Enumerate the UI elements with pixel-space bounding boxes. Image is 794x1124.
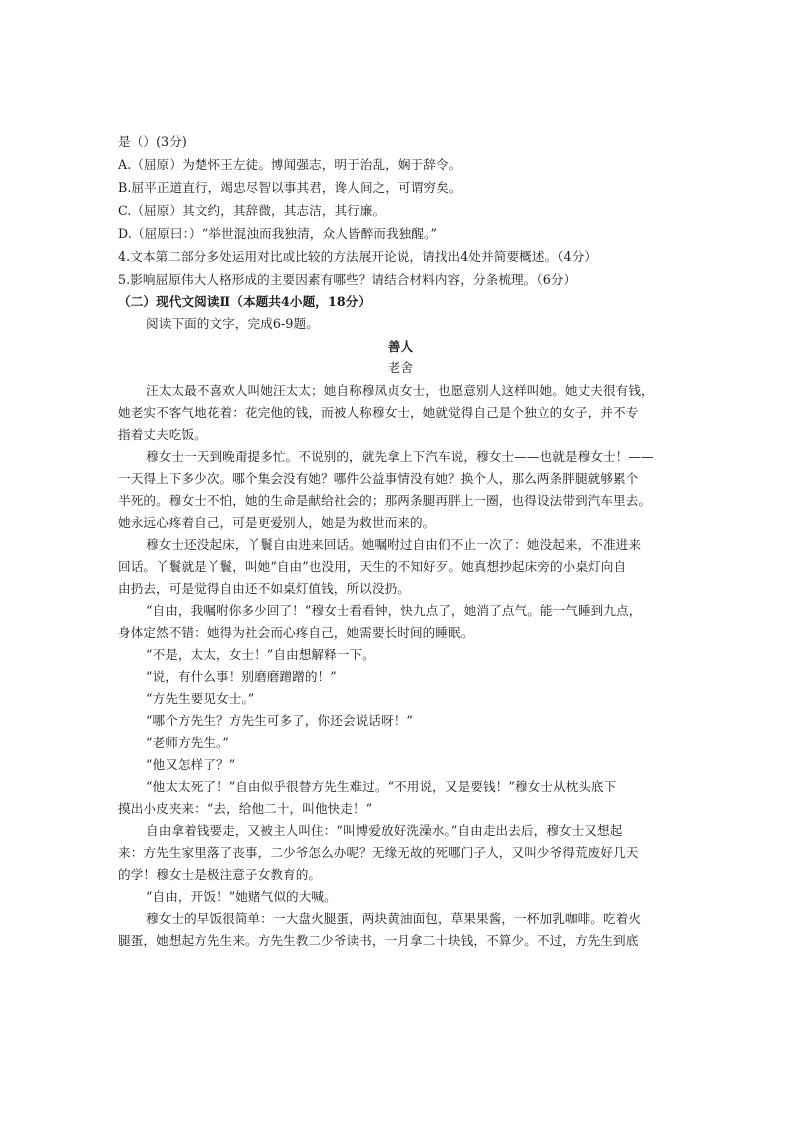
story-line: “自由，开饭！”她赌气似的大喊。 xyxy=(146,889,337,904)
story-author: 老舍 xyxy=(387,360,414,375)
story-line: “老师方先生。” xyxy=(146,735,229,750)
story-line: “不是，太太，女士！”自由想解释一下。 xyxy=(146,647,375,662)
story-line: 汪太太最不喜欢人叫她汪太太；她自称穆凤贞女士，也愿意别人这样叫她。她丈夫很有钱， xyxy=(146,383,654,398)
story-line: 腿蛋，她想起方先生来。方先生教二少爷读书，一月拿二十块钱，不算少。不过，方先生到底 xyxy=(118,933,639,948)
story-line: 摸出小皮夹来：“去，给他二十，叫他快走！” xyxy=(118,801,373,816)
question-stem-end: 是（）(3分) xyxy=(118,134,187,149)
option-c: C.（屈原）其文约，其辞微，其志洁，其行廉。 xyxy=(118,203,386,218)
story-line: 穆女士还没起床，丫鬟自由进来回话。她嘱咐过自由们不止一次了：她没起来，不准进来 xyxy=(146,537,642,552)
option-b: B.屈平正道直行，竭忠尽智以事其君，谗人间之，可谓穷矣。 xyxy=(118,180,462,195)
story-line: 回话。丫鬟就是丫鬟，叫她“自由”也没用，天生的不知好歹。她真想抄起床旁的小桌灯向自 xyxy=(118,559,627,574)
story-line: “说，有什么事！别磨磨蹭蹭的！” xyxy=(146,669,337,684)
option-d: D.（屈原曰：）“举世混浊而我独清，众人皆醉而我独醒。” xyxy=(118,226,437,241)
story-line: “他又怎样了？” xyxy=(146,757,236,772)
story-line: 由扔去，可是觉得自由还不如桌灯值钱，所以没扔。 xyxy=(118,581,410,596)
option-a: A.（屈原）为楚怀王左徒。博闻强志，明于治乱，娴于辞令。 xyxy=(118,157,462,172)
story-line: 指着丈夫吃饭。 xyxy=(118,427,207,442)
story-line: 穆女士的早饭很简单：一大盘火腿蛋，两块黄油面包，草果果酱，一杯加乳咖啡。吃着火 xyxy=(146,911,642,926)
story-title: 善人 xyxy=(387,339,414,354)
story-line: “哪个方先生？方先生可多了，你还会说话呀！” xyxy=(146,713,413,728)
story-line: 身体定然不错：她得为社会而心疼自己，她需要长时间的睡眠。 xyxy=(118,625,474,640)
story-line: 半死的。穆女士不怕，她的生命是献给社会的；那两条腿再胖上一圈，也得设法带到汽车里去。 xyxy=(118,493,652,508)
story-line: 穆女士一天到晚甭提多忙。不说别的，就先拿上下汽车说，穆女士——也就是穆女士！—— xyxy=(146,449,654,464)
reading-instruction: 阅读下面的文字，完成6-9题。 xyxy=(146,316,319,331)
story-line: 她老实不客气地花着：花完他的钱，而被人称穆女士，她就觉得自己是个独立的女子，并不专 xyxy=(118,405,639,420)
story-line: 一天得上下多少次。哪个集会没有她？哪件公益事情没有她？换个人，那么两条胖腿就够累个 xyxy=(118,471,639,486)
story-line: 来：方先生家里落了丧事，二少爷怎么办呢？无缘无故的死哪门子人，又叫少爷得荒废好几天 xyxy=(118,845,639,860)
question-4: 4.文本第二部分多处运用对比或比较的方法展开论说，请找出4处并简要概述。（4分） xyxy=(118,249,598,264)
story-line: “自由，我嘱咐你多少回了！”穆女士看看钟，快九点了，她消了点气。能一气睡到九点， xyxy=(146,603,642,618)
story-line: 的学！穆女士是极注意子女教育的。 xyxy=(118,867,322,882)
story-line: 她永远心疼着自己，可是更爱别人，她是为救世而来的。 xyxy=(118,515,436,530)
question-5: 5.影响屈原伟大人格形成的主要因素有哪些？请结合材料内容，分条梳理。（6分） xyxy=(118,272,577,287)
story-line: 自由拿着钱要走，又被主人叫住：“叫博爱放好洗澡水。”自由走出去后，穆女士又想起 xyxy=(146,823,623,838)
story-line: “方先生要见女士。” xyxy=(146,691,255,706)
story-line: “他太太死了！”自由似乎很替方先生难过。“不用说，又是要钱！”穆女士从枕头底下 xyxy=(146,779,617,794)
section-heading: （二）现代文阅读Ⅱ（本题共4小题，18分） xyxy=(118,294,372,309)
